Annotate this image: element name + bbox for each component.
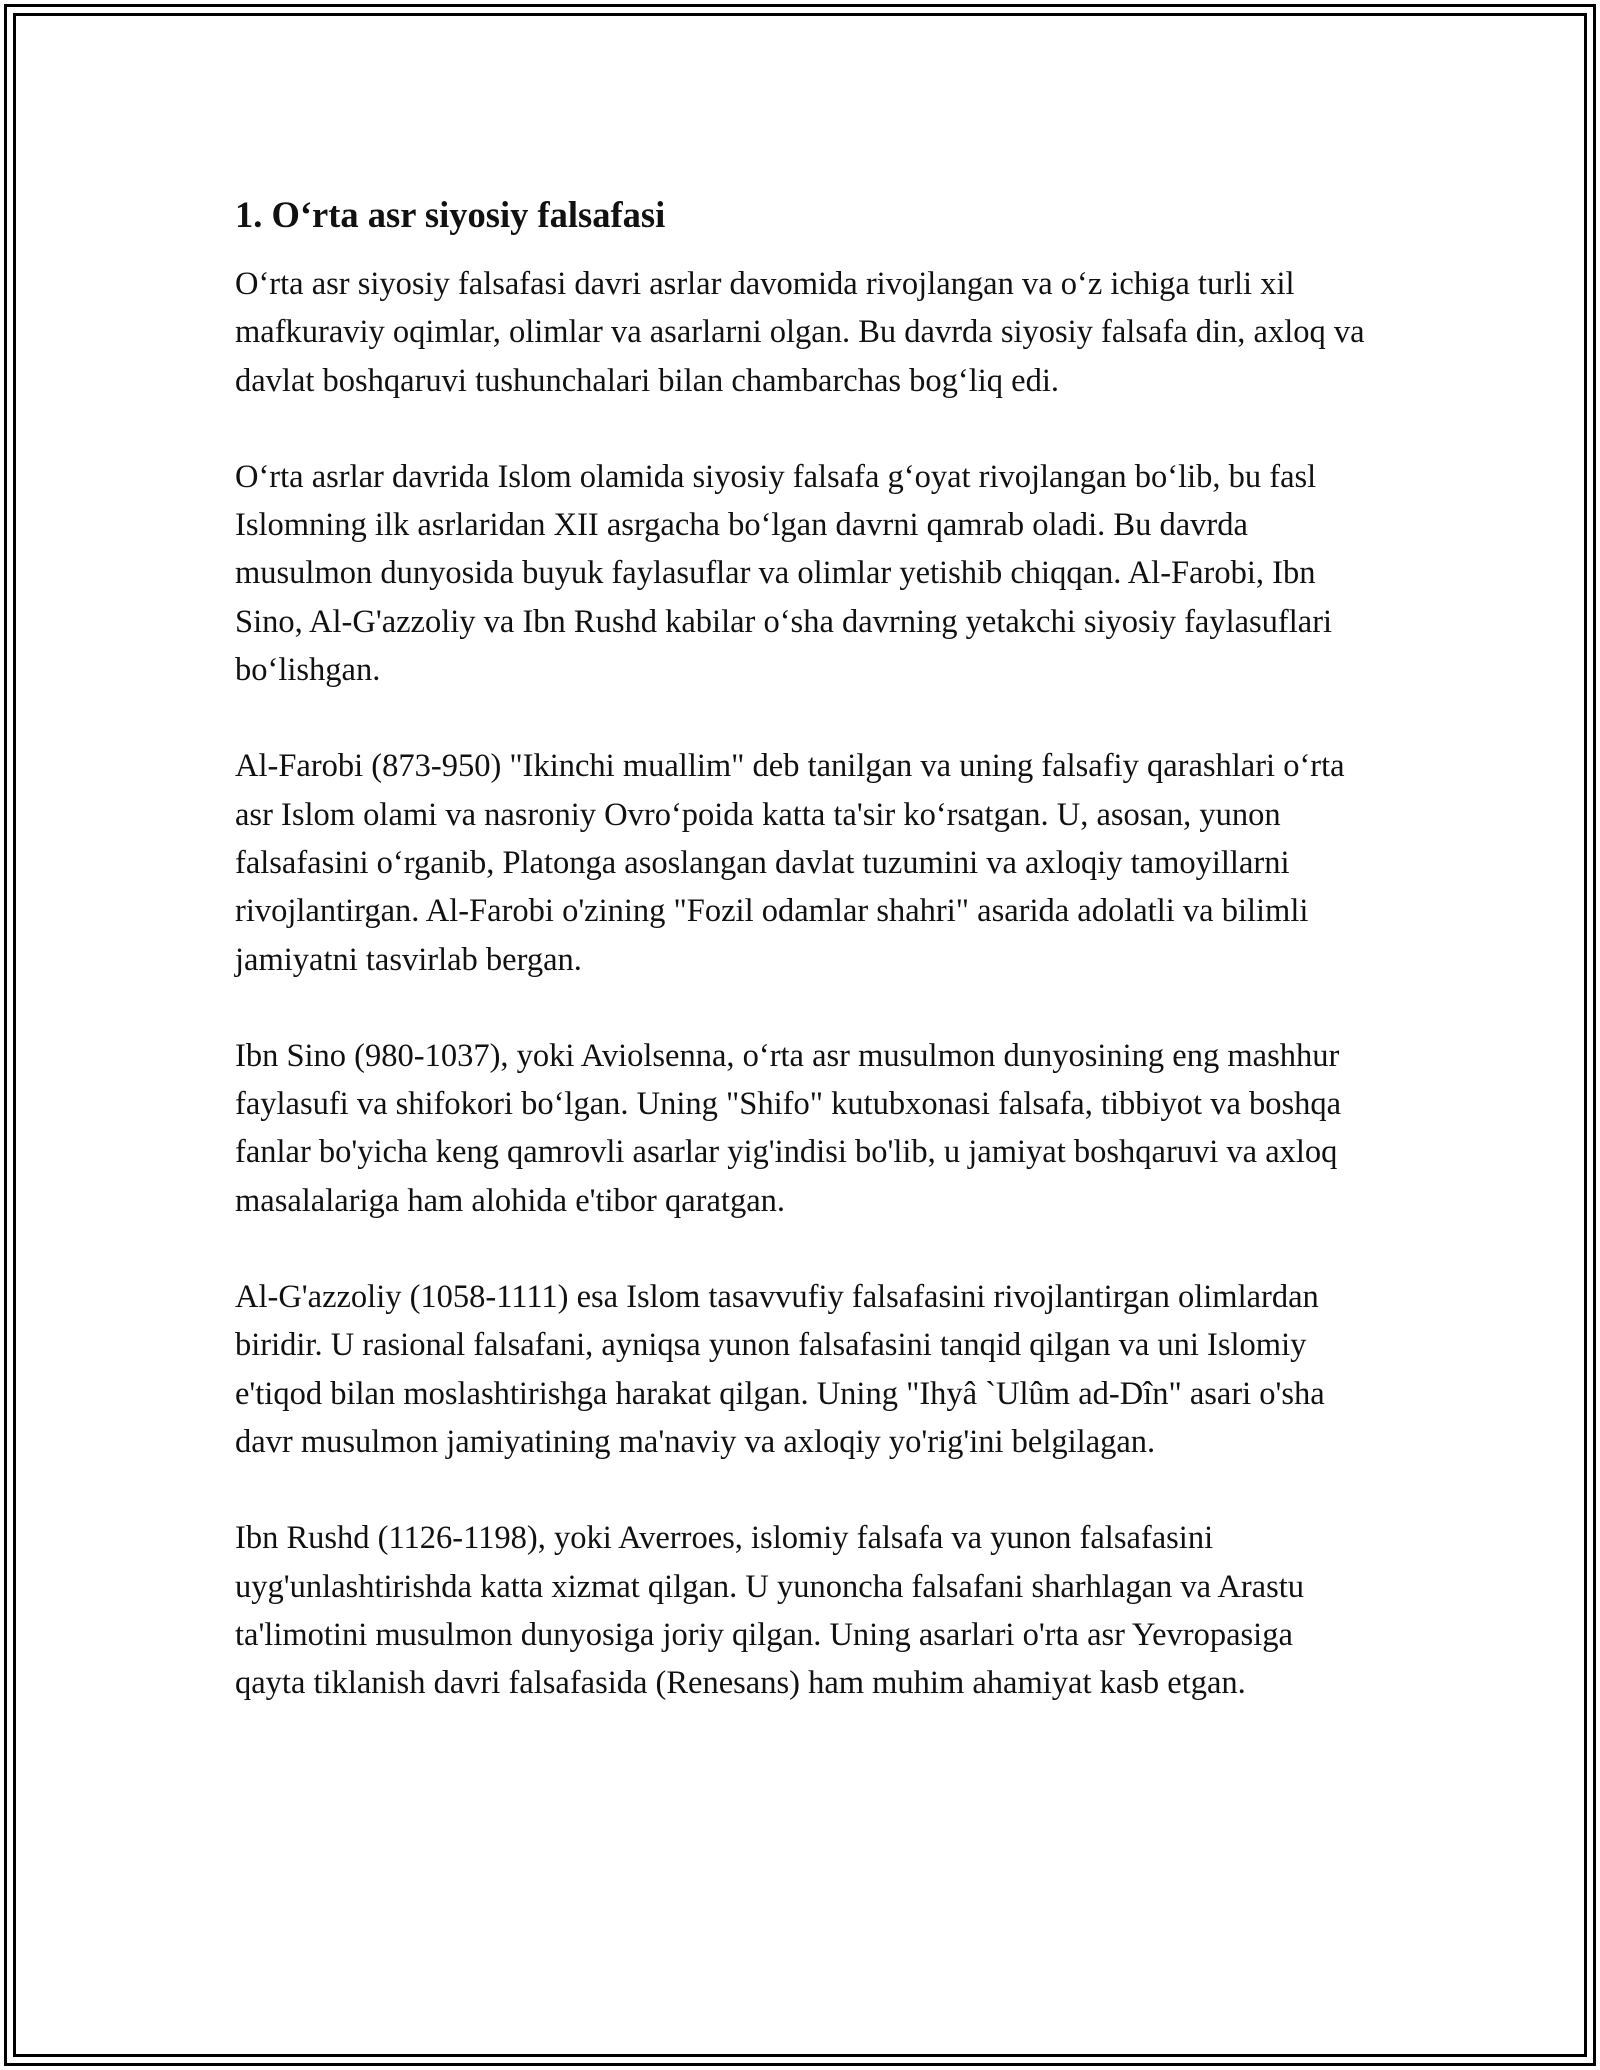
document-body (235, 184, 1365, 1755)
paragraph-al-gazzoliy: Al-G'azzoliy (1058-1111) esa Islom tasavvufiy falsafasini rivojlantirgan olimlardan biridir. U rasional falsafani, ayniqsa yunon falsafasini tanqid qilgan va uni Islomiy e'tiqod bilan moslashtirishga harakat qilgan. Uning "Ihyâ `Ulûm ad-Dîn" asari o'sha davr musulmon jamiyatining ma'naviy va axloqiy yo'rig'ini belgilagan. (235, 1279, 1325, 1460)
paragraph-ibn-sino: Ibn Sino (980-1037), yoki Aviolsenna, o‘rta asr musulmon dunyosining eng mashhur faylasufi va shifokori bo‘lgan. Uning "Shifo" kutubxonasi falsafa, tibbiyot va boshqa fanlar bo'yicha keng qamrovli asarlar yig'indisi bo'lib, u jamiyat boshqaruvi va axloq masalalariga ham alohida e'tibor qaratgan. (235, 1037, 1342, 1219)
paragraph-islamic-world: O‘rta asrlar davrida Islom olamida siyosiy falsafa g‘oyat rivojlangan bo‘lib, bu fasl Islomning ilk asrlaridan XII asrgacha bo‘lgan davrni qamrab oladi. Bu davrda musulmon dunyosida buyuk faylasuflar va olimlar yetishib chiqqan. Al-Farobi, Ibn Sino, Al-G'azzoliy va Ibn Rushd kabilar o‘sha davrning yetakchi siyosiy faylasuflari bo‘lishgan. (235, 458, 1333, 689)
paragraph-intro: O‘rta asr siyosiy falsafasi davri asrlar davomida rivojlangan va o‘z ichiga turli xil mafkuraviy oqimlar, olimlar va asarlarni olgan. Bu davrda siyosiy falsafa din, axloq va davlat boshqaruvi tushunchalari bilan chambarchas bog‘liq edi. (235, 266, 1365, 399)
paragraph-ibn-rushd: Ibn Rushd (1126-1198), yoki Averroes, islomiy falsafa va yunon falsafasini uyg'unlashtirishda katta xizmat qilgan. U yunoncha falsafani sharhlagan va Arastu ta'limotini musulmon dunyosiga joriy qilgan. Uning asarlari o'rta asr Yevropasiga qayta tiklanish davri falsafasida (Renesans) ham muhim ahamiyat kasb etgan. (235, 1520, 1305, 1702)
page-title: 1. O‘rta asr siyosiy falsafasi (235, 194, 666, 235)
paragraph-al-farobi: Al-Farobi (873-950) "Ikinchi muallim" deb tanilgan va uning falsafiy qarashlari o‘rta asr Islom olami va nasroniy Ovro‘poida katta ta'sir ko‘rsatgan. U, asosan, yunon falsafasini o‘rganib, Platonga asoslangan davlat tuzumini va axloqiy tamoyillarni rivojlantirgan. Al-Farobi o'zining "Fozil odamlar shahri" asarida adolatli va bilimli jamiyatni tasvirlab bergan. (235, 748, 1345, 978)
